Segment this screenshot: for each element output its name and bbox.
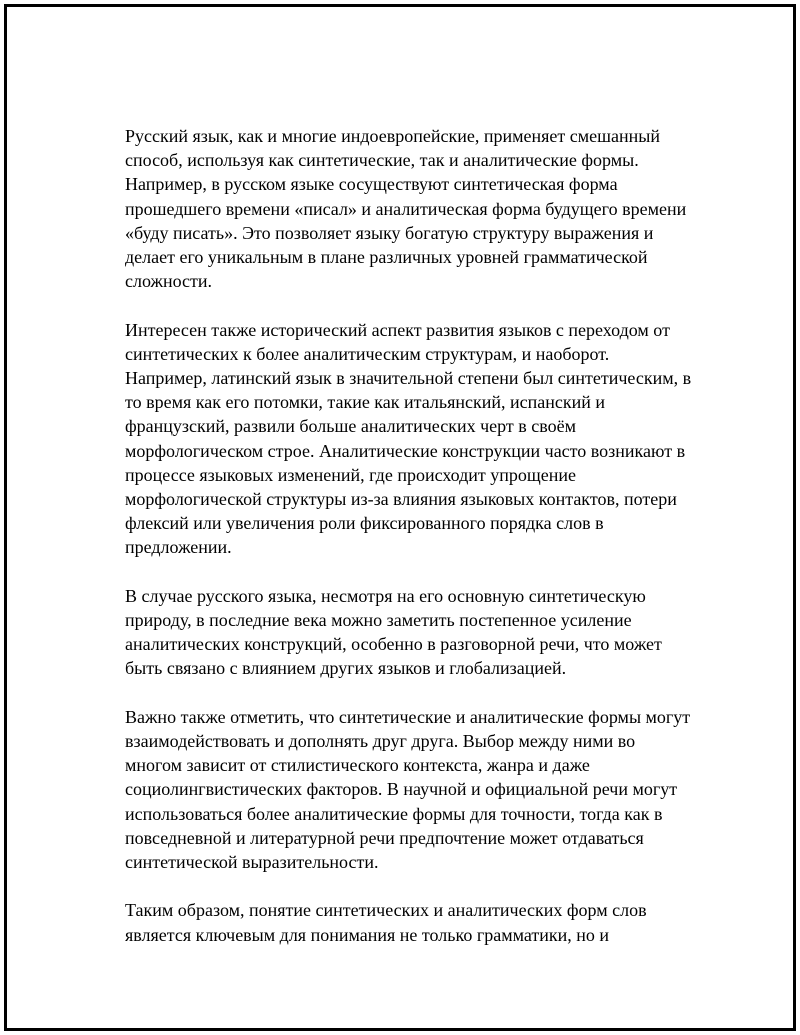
paragraph-2: Интересен также исторический аспект развития языков с переходом от синтетических к более аналитическим структурам, и наоборот. Например, латинский язык в значительной степени был синтетическим, в то время как его потомки, такие как итальянский, испанский и французский, развили больше аналитических черт в своём морфологическом строе. Аналитические конструкции часто возникают в процессе языковых изменений, где происходит упрощение морфологической структуры из-за влияния языковых контактов, потери флексий или увеличения роли фиксированного порядка слов в предложении. [125, 319, 692, 558]
paragraph-3: В случае русского языка, несмотря на его основную синтетическую природу, в последние века можно заметить постепенное усиление аналитических конструкций, особенно в разговорной речи, что может быть связано с влиянием других языков и глобализацией. [125, 585, 662, 679]
paragraph-1: Русский язык, как и многие индоевропейские, применяет смешанный способ, используя как синтетические, так и аналитические формы. Например, в русском языке сосуществуют синтетическая форма прошедшего времени «писал» и аналитическая форма будущего времени «буду писать». Это позволяет языку богатую структуру выражения и делает его уникальным в плане различных уровней грамматической сложности. [125, 126, 687, 292]
paragraph-5: Таким образом, понятие синтетических и аналитических форм слов является ключевым для понимания не только грамматики, но и [125, 900, 647, 945]
document-body [125, 124, 695, 971]
page-frame [4, 4, 796, 1031]
paragraph-4: Важно также отметить, что синтетические и аналитические формы могут взаимодействовать и дополнять друг друга. Выбор между ними во многом зависит от стилистического контекста, жанра и даже социолингвистических факторов. В научной и официальной речи могут использоваться более аналитические формы для точности, тогда как в повседневной и литературной речи предпочтение может отдаваться синтетической выразительности. [125, 706, 691, 873]
